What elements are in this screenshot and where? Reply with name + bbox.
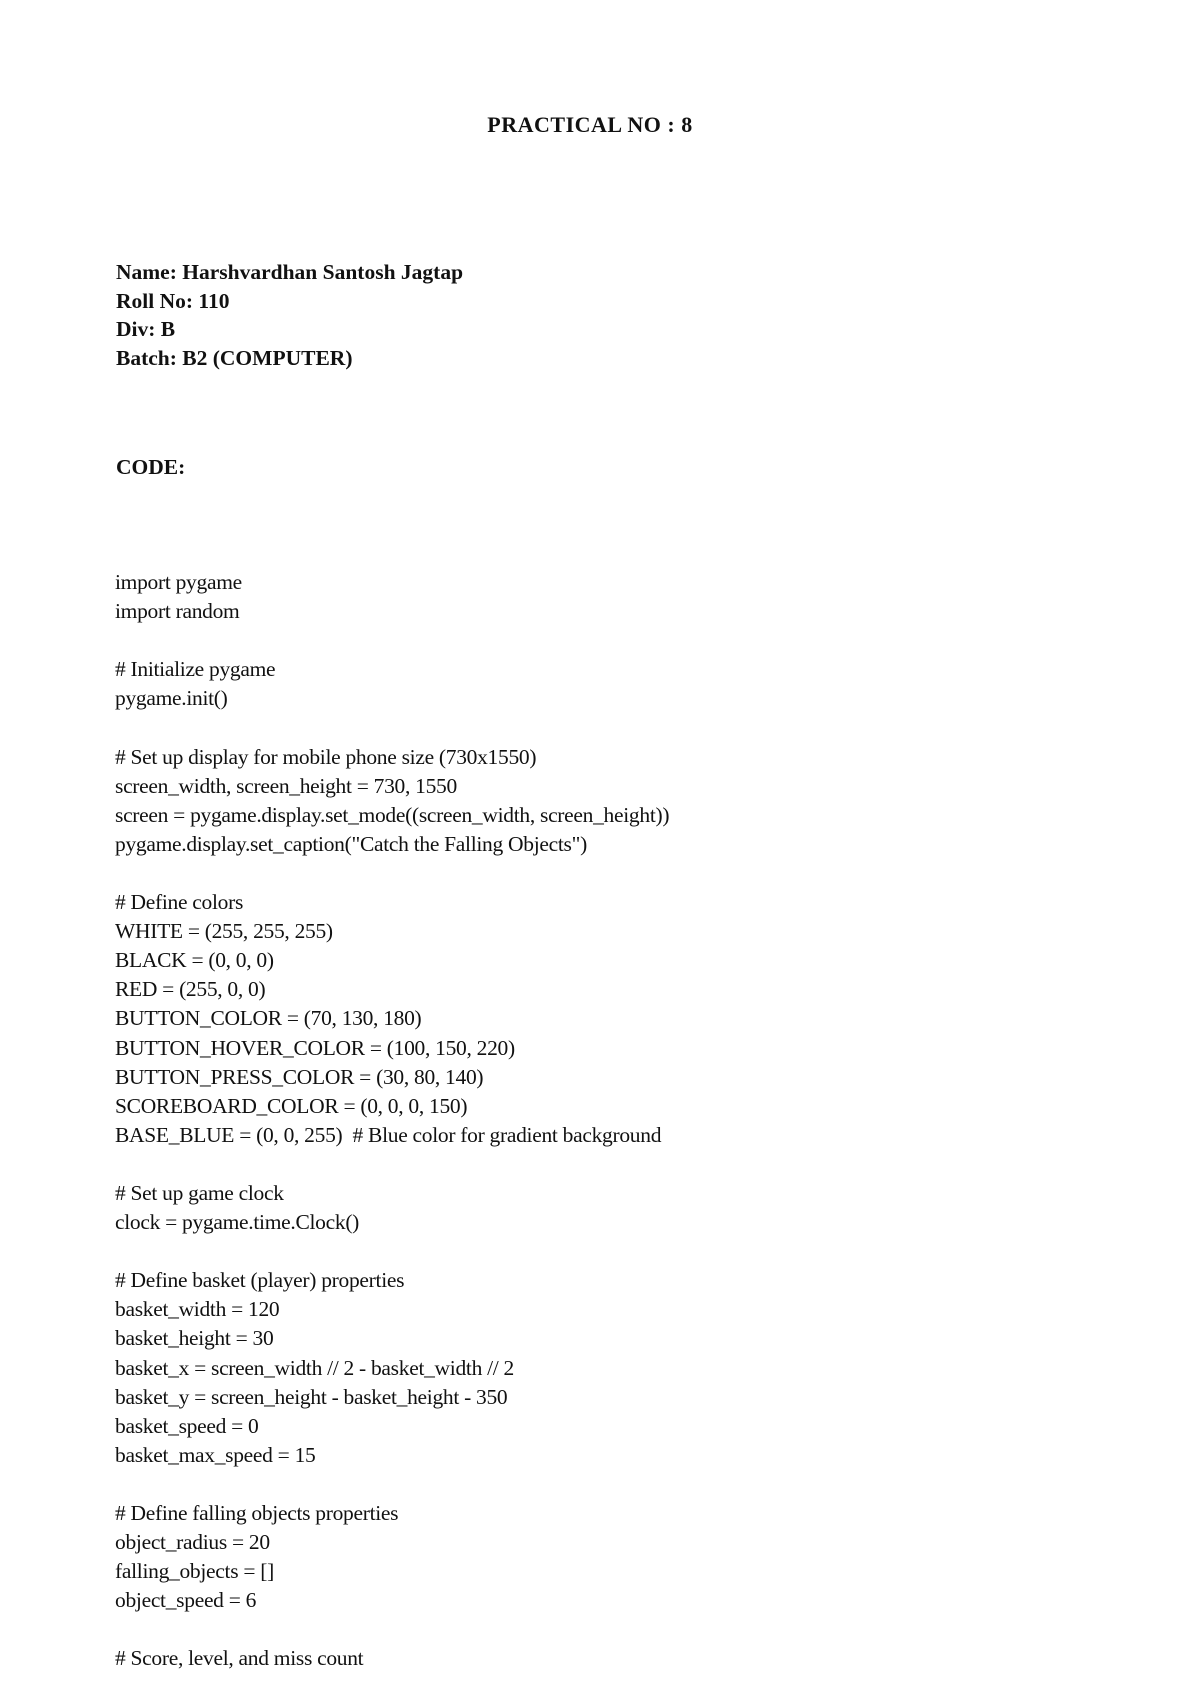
student-info	[116, 258, 463, 372]
code-line: # Define falling objects properties	[115, 1501, 399, 1525]
code-block	[115, 568, 669, 1674]
code-line: basket_max_speed = 15	[115, 1442, 316, 1467]
code-line: import pygame	[115, 570, 242, 594]
code-line: clock = pygame.time.Clock()	[115, 1210, 360, 1235]
code-line: falling_objects = []	[115, 1559, 274, 1584]
code-line	[115, 1150, 669, 1179]
code-line: pygame.display.set_caption("Catch the Falling Objects")	[115, 831, 587, 856]
code-line: # Score, level, and miss count	[115, 1646, 364, 1671]
code-line	[115, 1470, 669, 1499]
code-line: object_speed = 6	[115, 1588, 257, 1613]
code-line: RED = (255, 0, 0)	[115, 977, 266, 1002]
code-line: # Define colors	[115, 890, 244, 915]
code-line	[115, 713, 669, 742]
code-line: # Initialize pygame	[115, 657, 276, 682]
code-line: SCOREBOARD_COLOR = (0, 0, 0, 150)	[115, 1093, 468, 1118]
code-line: WHITE = (255, 255, 255)	[115, 919, 333, 944]
code-line: import random	[115, 599, 240, 624]
code-line: basket_y = screen_height - basket_height - 350	[115, 1384, 508, 1409]
code-line: object_radius = 20	[115, 1530, 270, 1555]
code-line	[115, 626, 669, 655]
code-line	[115, 1615, 669, 1644]
code-line: screen = pygame.display.set_mode((screen_width, screen_height))	[115, 802, 670, 827]
code-line: BUTTON_HOVER_COLOR = (100, 150, 220)	[115, 1035, 515, 1060]
code-line	[115, 1237, 669, 1266]
student-roll-no: Roll No: 110	[116, 288, 230, 313]
code-line: # Set up display for mobile phone size (730x1550)	[115, 744, 537, 769]
code-line: basket_height = 30	[115, 1326, 274, 1351]
code-line: screen_width, screen_height = 730, 1550	[115, 773, 457, 798]
code-heading: CODE:	[116, 455, 186, 479]
code-line	[115, 859, 669, 888]
code-line: BASE_BLUE = (0, 0, 255) # Blue color for gradient background	[115, 1122, 662, 1147]
code-line: BLACK = (0, 0, 0)	[115, 948, 274, 973]
code-line: BUTTON_PRESS_COLOR = (30, 80, 140)	[115, 1064, 484, 1089]
page-title: PRACTICAL NO : 8	[487, 112, 693, 137]
code-line: # Set up game clock	[115, 1180, 284, 1205]
code-line: basket_speed = 0	[115, 1413, 259, 1438]
student-div: Div: B	[116, 317, 176, 341]
student-batch: Batch: B2 (COMPUTER)	[116, 345, 353, 370]
code-line: basket_width = 120	[115, 1297, 280, 1322]
code-line: BUTTON_COLOR = (70, 130, 180)	[115, 1006, 422, 1031]
student-name: Name: Harshvardhan Santosh Jagtap	[116, 260, 464, 284]
code-line: basket_x = screen_width // 2 - basket_width // 2	[115, 1355, 514, 1380]
code-line: # Define basket (player) properties	[115, 1268, 405, 1293]
code-line: pygame.init()	[115, 686, 228, 711]
